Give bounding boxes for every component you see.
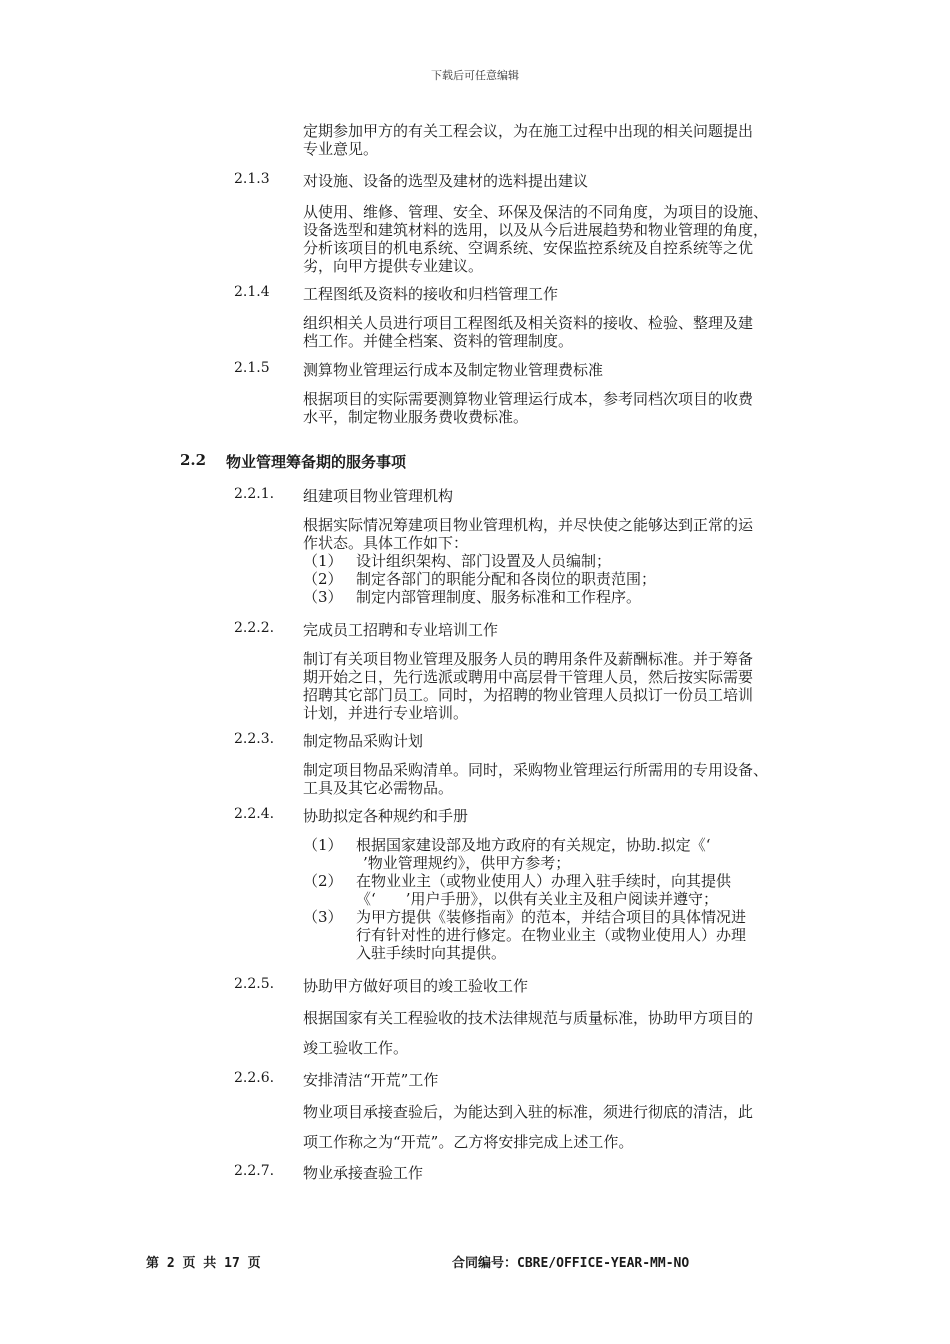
section-number: 2.1.5 [234, 360, 270, 376]
list-marker: （3） [303, 908, 343, 926]
list-text-continued: 入驻手续时向其提供。 [356, 944, 507, 962]
section-body [303, 516, 823, 606]
list-marker: （1） [303, 836, 343, 854]
section-body [303, 203, 768, 275]
text-line: 制订有关项目物业管理及服务人员的聘用条件及薪酬标准。并于筹备 [303, 650, 754, 668]
list-marker: （2） [303, 872, 343, 890]
section-number: 2.2.6. [234, 1070, 275, 1086]
section-title: 协助拟定各种规约和手册 [303, 807, 469, 825]
text-line: 分析该项目的机电系统、空调系统、安保监控系统及自控系统等之优 [303, 239, 754, 257]
text-line: 水平，制定物业服务费收费标准。 [303, 408, 529, 426]
list-text-continued: 行有针对性的进行修定。在物业业主（或物业使用人）办理 [356, 926, 747, 944]
section-body [303, 390, 753, 426]
section-title: 安排清洁“开荒”工作 [303, 1071, 439, 1089]
page-number: 第 2 页 共 17 页 [146, 1256, 261, 1271]
paragraph-continued [303, 122, 753, 158]
text-line: 招聘其它部门员工。同时，为招聘的物业管理人员拟订一份员工培训 [303, 686, 754, 704]
section-body [303, 761, 768, 797]
text-line: 根据国家有关工程验收的技术法律规范与质量标准，协助甲方项目的 [303, 1009, 754, 1027]
text-line: 项工作称之为“开荒”。乙方将安排完成上述工作。 [303, 1133, 634, 1151]
section-title: 完成员工招聘和专业培训工作 [303, 621, 499, 639]
text-line: 根据实际情况筹建项目物业管理机构，并尽快使之能够达到正常的运 [303, 516, 754, 534]
list-item [303, 872, 823, 890]
section-number: 2.2.3. [234, 731, 275, 747]
section-number: 2.2.5. [234, 976, 275, 992]
list-text: 制定内部管理制度、服务标准和工作程序。 [356, 588, 642, 606]
text-line: 专业意见。 [303, 140, 379, 158]
section-body [303, 1097, 753, 1157]
section-number: 2.2.7. [234, 1163, 275, 1179]
list-text-continued: ’物业管理规约》，供甲方参考； [363, 854, 571, 872]
list-item [303, 836, 823, 854]
section-number: 2.2.2. [234, 620, 275, 636]
section-number: 2.2.4. [234, 806, 275, 822]
section-title: 工程图纸及资料的接收和归档管理工作 [303, 285, 559, 303]
text-line: 竣工验收工作。 [303, 1039, 409, 1057]
text-line: 根据项目的实际需要测算物业管理运行成本，参考同档次项目的收费 [303, 390, 754, 408]
list-marker: （1） [303, 552, 343, 570]
text-line: 物业项目承接查验后，为能达到入驻的标准，须进行彻底的清洁，此 [303, 1103, 754, 1121]
text-line: 定期参加甲方的有关工程会议，为在施工过程中出现的相关问题提出 [303, 122, 754, 140]
section-title: 物业承接查验工作 [303, 1164, 424, 1182]
section-body [303, 1003, 753, 1063]
text-line: 作状态。具体工作如下： [303, 534, 469, 552]
list-item [303, 908, 823, 926]
section-number: 2.1.3 [234, 171, 270, 187]
list-text: 根据国家建设部及地方政府的有关规定，协助.拟定《‘ [356, 836, 711, 854]
list-marker: （2） [303, 570, 343, 588]
text-line: 制定项目物品采购清单。同时，采购物业管理运行所需用的专用设备、 [303, 761, 769, 779]
list-text-continued: 《‘ ’用户手册》，以供有关业主及租户阅读并遵守； [356, 890, 719, 908]
section-body [303, 836, 823, 962]
list-item [303, 552, 823, 570]
section-title: 协助甲方做好项目的竣工验收工作 [303, 977, 529, 995]
section-title: 测算物业管理运行成本及制定物业管理费标准 [303, 361, 604, 379]
section-number: 2.2 [180, 451, 207, 469]
list-text: 在物业业主（或物业使用人）办理入驻手续时，向其提供 [356, 872, 732, 890]
section-body [303, 650, 753, 722]
section-heading: 物业管理筹备期的服务事项 [226, 453, 407, 471]
list-marker: （3） [303, 588, 343, 606]
list-text: 设计组织架构、部门设置及人员编制； [356, 552, 612, 570]
text-line: 劣，向甲方提供专业建议。 [303, 257, 484, 275]
text-line: 组织相关人员进行项目工程图纸及相关资料的接收、检验、整理及建 [303, 314, 754, 332]
section-number: 2.1.4 [234, 284, 270, 300]
text-line: 期开始之日，先行选派或聘用中高层骨干管理人员，然后按实际需要 [303, 668, 754, 686]
text-line: 档工作。并健全档案、资料的管理制度。 [303, 332, 574, 350]
section-title: 对设施、设备的选型及建材的选料提出建议 [303, 172, 589, 190]
section-number: 2.2.1. [234, 486, 275, 502]
section-body [303, 314, 753, 350]
text-line: 从使用、维修、管理、安全、环保及保洁的不同角度，为项目的设施、 [303, 203, 769, 221]
contract-number: 合同编号：CBRE/OFFICE-YEAR-MM-NO [452, 1256, 690, 1271]
list-text: 为甲方提供《装修指南》的范本，并结合项目的具体情况进 [356, 908, 747, 926]
text-line: 工具及其它必需物品。 [303, 779, 454, 797]
section-title: 组建项目物业管理机构 [303, 487, 454, 505]
list-item [303, 588, 823, 606]
text-line: 设备选型和建筑材料的选用，以及从今后进展趋势和物业管理的角度， [303, 221, 769, 239]
text-line: 计划，并进行专业培训。 [303, 704, 469, 722]
list-item [303, 570, 823, 588]
list-text: 制定各部门的职能分配和各岗位的职责范围； [356, 570, 657, 588]
page-header: 下载后可任意编辑 [431, 69, 519, 82]
section-title: 制定物品采购计划 [303, 732, 424, 750]
